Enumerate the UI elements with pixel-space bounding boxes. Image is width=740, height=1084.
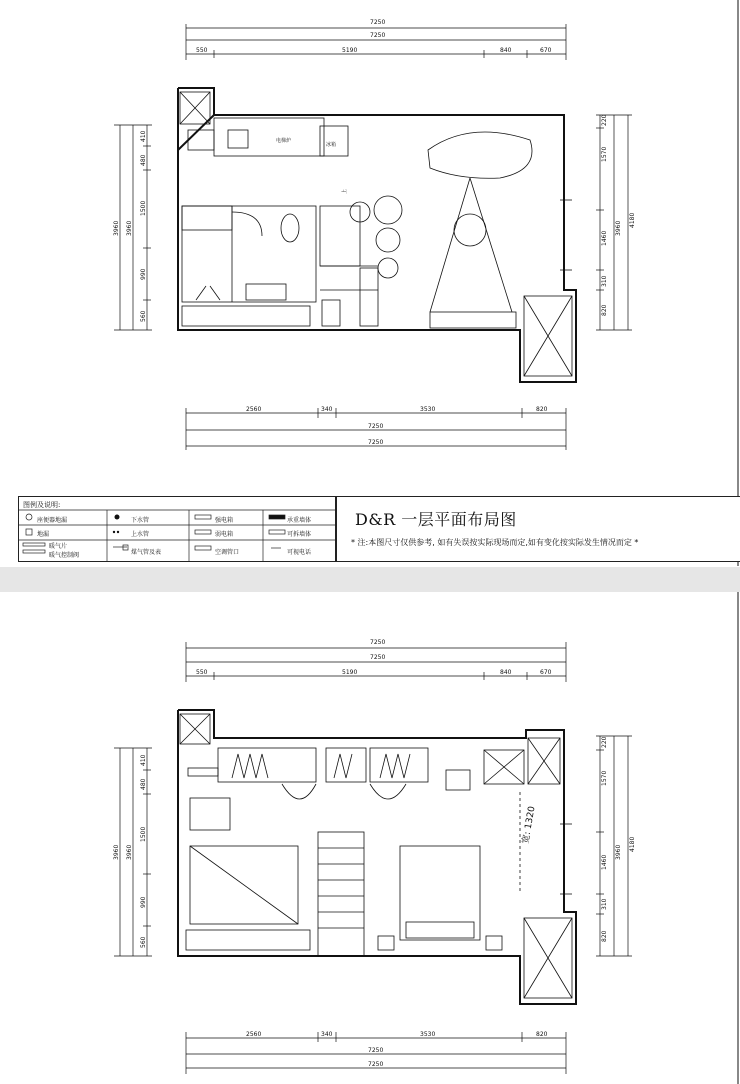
p1-left-outer: 3960 xyxy=(113,220,120,236)
legend-item-2: 强电箱 xyxy=(215,517,234,524)
p1-bottom-overall-b: 7250 xyxy=(368,439,384,446)
p2-left-seg-4: 560 xyxy=(140,936,147,948)
p1-top-overall-b: 7250 xyxy=(370,32,386,39)
p2-right-seg-0: 220 xyxy=(601,736,608,748)
p1-bottom-seg-2: 3530 xyxy=(420,406,436,413)
legend-item-4: 地漏 xyxy=(37,531,50,538)
p2-top-seg-0: 550 xyxy=(196,669,208,676)
legend-item-9: 暖气控制阀 xyxy=(49,552,80,559)
p2-left-seg-1: 480 xyxy=(140,778,147,790)
p2-top-overall-b: 7250 xyxy=(370,654,386,661)
p1-fridge-label: 冰箱 xyxy=(326,142,337,148)
p1-bottom-seg-3: 820 xyxy=(536,406,548,413)
drawing-title: D&R 一层平面布局图 xyxy=(355,510,517,529)
legend-item-10: 煤气管及表 xyxy=(131,549,162,556)
p2-handwritten-width: 宽: 1320 xyxy=(521,805,538,845)
legend-item-11: 空调管口 xyxy=(215,549,240,556)
p2-top-seg-1: 5190 xyxy=(342,669,358,676)
p1-left-seg-2: 1500 xyxy=(140,200,147,216)
p2-left-outer: 3960 xyxy=(113,844,120,860)
p2-right-mid: 3960 xyxy=(615,844,622,860)
p2-bottom-seg-1: 340 xyxy=(321,1031,333,1038)
p1-bottom-seg-1: 340 xyxy=(321,406,333,413)
legend-item-1: 下水管 xyxy=(131,517,150,524)
p1-left-seg-4: 560 xyxy=(140,310,147,322)
p2-right-seg-4: 820 xyxy=(601,930,608,942)
p1-elec-label: 电梯炉 xyxy=(276,138,292,144)
p2-right-seg-3: 310 xyxy=(601,898,608,910)
title-block xyxy=(336,496,740,562)
p2-bottom-seg-0: 2560 xyxy=(246,1031,262,1038)
legend-symbols xyxy=(19,497,335,561)
p1-top-seg-2: 840 xyxy=(500,47,512,54)
p1-top-overall-a: 7250 xyxy=(370,19,386,26)
p1-right-seg-0: 220 xyxy=(601,114,608,126)
p1-right-mid: 3960 xyxy=(615,220,622,236)
p2-left-seg-2: 1500 xyxy=(140,826,147,842)
p1-left-seg-3: 990 xyxy=(140,268,147,280)
p1-stair-label: 上 xyxy=(342,188,348,194)
p1-left-mid: 3960 xyxy=(126,220,133,236)
legend-item-3: 承重墙体 xyxy=(287,517,312,524)
p1-top-seg-0: 550 xyxy=(196,47,208,54)
p2-top-overall-a: 7250 xyxy=(370,639,386,646)
legend-item-5: 上水管 xyxy=(131,531,150,538)
p2-bottom-overall-a: 7250 xyxy=(368,1047,384,1054)
p2-left-seg-0: 410 xyxy=(140,754,147,766)
p2-top-seg-3: 670 xyxy=(540,669,552,676)
p2-bottom-overall-b: 7250 xyxy=(368,1061,384,1068)
legend-title: 图例及说明: xyxy=(23,501,61,509)
p1-right-seg-2: 1460 xyxy=(601,230,608,246)
legend-item-0: 座便器地漏 xyxy=(37,517,68,524)
p1-right-seg-3: 310 xyxy=(601,275,608,287)
legend-item-12: 可视电话 xyxy=(287,549,312,556)
p1-top-seg-1: 5190 xyxy=(342,47,358,54)
p1-right-seg-4: 820 xyxy=(601,304,608,316)
p1-top-seg-3: 670 xyxy=(540,47,552,54)
legend-item-8: 暖气片 xyxy=(49,543,68,550)
p1-bottom-seg-0: 2560 xyxy=(246,406,262,413)
p1-bottom-overall-a: 7250 xyxy=(368,423,384,430)
drawing-note: * 注:本图尺寸仅供参考, 如有失误按实际现场而定,如有变化按实际发生情况而定 * xyxy=(351,538,639,547)
floor-plan-2-drawing xyxy=(0,592,740,1084)
p2-bottom-seg-2: 3530 xyxy=(420,1031,436,1038)
p2-top-seg-2: 840 xyxy=(500,669,512,676)
p2-right-seg-2: 1460 xyxy=(601,854,608,870)
p2-right-outer: 4180 xyxy=(629,836,636,852)
p1-left-seg-0: 410 xyxy=(140,130,147,142)
floor-plan-sheet-2 xyxy=(0,592,740,1084)
legend-item-7: 可拆墙体 xyxy=(287,531,312,538)
p2-right-seg-1: 1570 xyxy=(601,770,608,786)
sheet-separator xyxy=(0,567,740,592)
p1-left-seg-1: 480 xyxy=(140,154,147,166)
legend-box xyxy=(18,496,336,562)
p2-left-seg-3: 990 xyxy=(140,896,147,908)
p2-bottom-seg-3: 820 xyxy=(536,1031,548,1038)
p1-right-seg-1: 1570 xyxy=(601,146,608,162)
p1-right-outer: 4180 xyxy=(629,212,636,228)
p2-left-mid: 3960 xyxy=(126,844,133,860)
legend-item-6: 弱电箱 xyxy=(215,531,234,538)
